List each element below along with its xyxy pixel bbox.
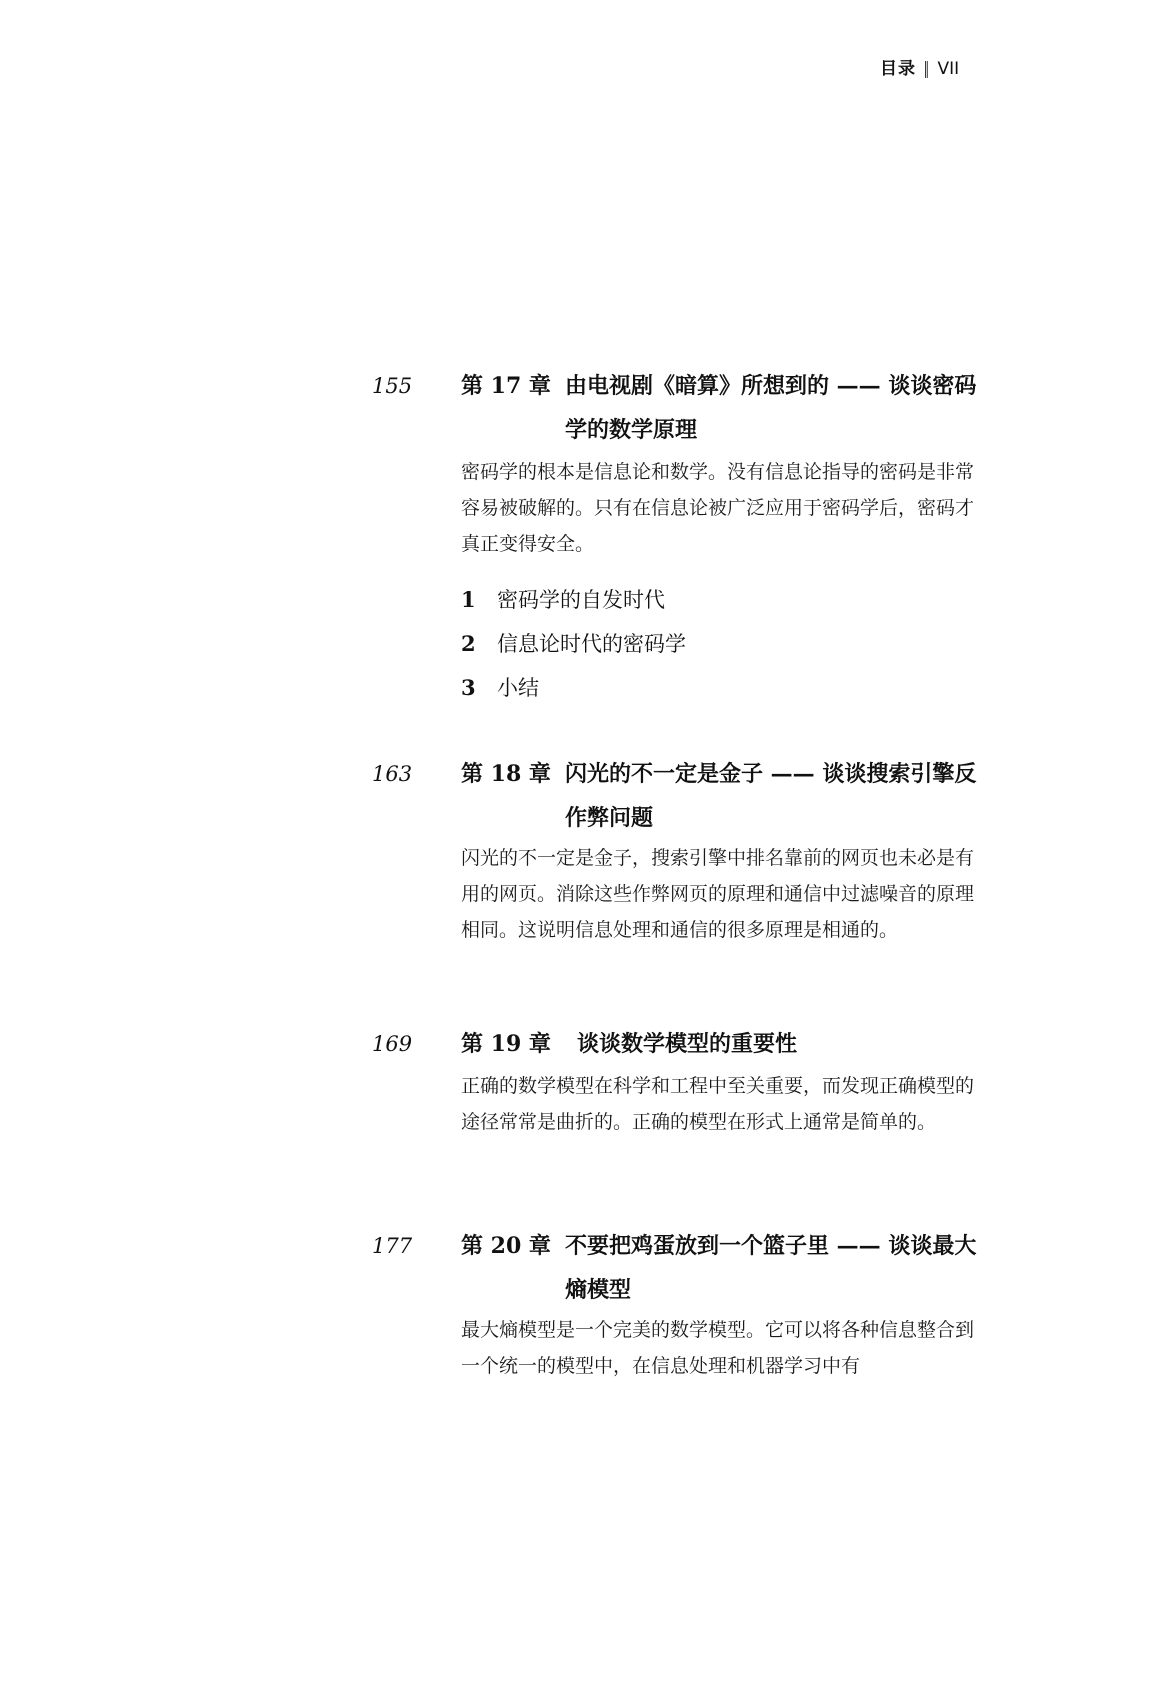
chapter-title: 由电视剧《暗算》所想到的 —— 谈谈密码学的数学原理 [565, 373, 977, 443]
page-number: 169 [372, 1032, 413, 1056]
section-list [461, 578, 961, 710]
chapter-label: 第 17 章 [461, 373, 551, 399]
section-title: 信息论时代的密码学 [497, 632, 686, 656]
chapter-label: 第 18 章 [461, 761, 551, 787]
chapter-label: 第 19 章 [461, 1031, 551, 1057]
section-item[interactable] [461, 622, 961, 666]
page-number: 163 [372, 762, 413, 786]
chapter-title: 不要把鸡蛋放到一个篮子里 —— 谈谈最大熵模型 [565, 1233, 977, 1303]
page-number: 155 [372, 374, 413, 398]
running-header [880, 54, 1120, 86]
toc-entry-ch19[interactable] [0, 1022, 1159, 1192]
header-section: 目录 [880, 59, 916, 79]
chapter-title: 闪光的不一定是金子 —— 谈谈搜索引擎反作弊问题 [565, 761, 977, 831]
section-title: 密码学的自发时代 [497, 588, 665, 612]
header-separator: ‖ [923, 59, 930, 79]
section-number: 3 [461, 675, 476, 700]
header-page-roman: VII [937, 59, 960, 79]
section-number: 2 [461, 631, 476, 656]
chapter-summary: 密码学的根本是信息论和数学。没有信息论指导的密码是非常容易被破解的。只有在信息论被广泛应用于密码学后，密码才真正变得安全。 [461, 461, 975, 555]
toc-entry-ch18[interactable] [0, 752, 1159, 982]
section-title: 小结 [497, 676, 539, 700]
chapter-label: 第 20 章 [461, 1233, 551, 1259]
chapter-summary: 正确的数学模型在科学和工程中至关重要，而发现正确模型的途径常常是曲折的。正确的模型在形式上通常是简单的。 [461, 1075, 975, 1133]
section-item[interactable] [461, 666, 961, 710]
section-item[interactable] [461, 578, 961, 622]
toc-entry-ch20[interactable] [0, 1224, 1159, 1394]
chapter-summary: 闪光的不一定是金子，搜索引擎中排名靠前的网页也未必是有用的网页。消除这些作弊网页的原理和通信中过滤噪音的原理相同。这说明信息处理和通信的很多原理是相通的。 [461, 847, 975, 941]
chapter-summary: 最大熵模型是一个完美的数学模型。它可以将各种信息整合到一个统一的模型中，在信息处理和机器学习中有 [461, 1319, 975, 1377]
page-number: 177 [372, 1234, 413, 1258]
section-number: 1 [461, 587, 476, 612]
chapter-title: 谈谈数学模型的重要性 [577, 1031, 798, 1057]
toc-entry-ch17[interactable] [0, 364, 1159, 704]
